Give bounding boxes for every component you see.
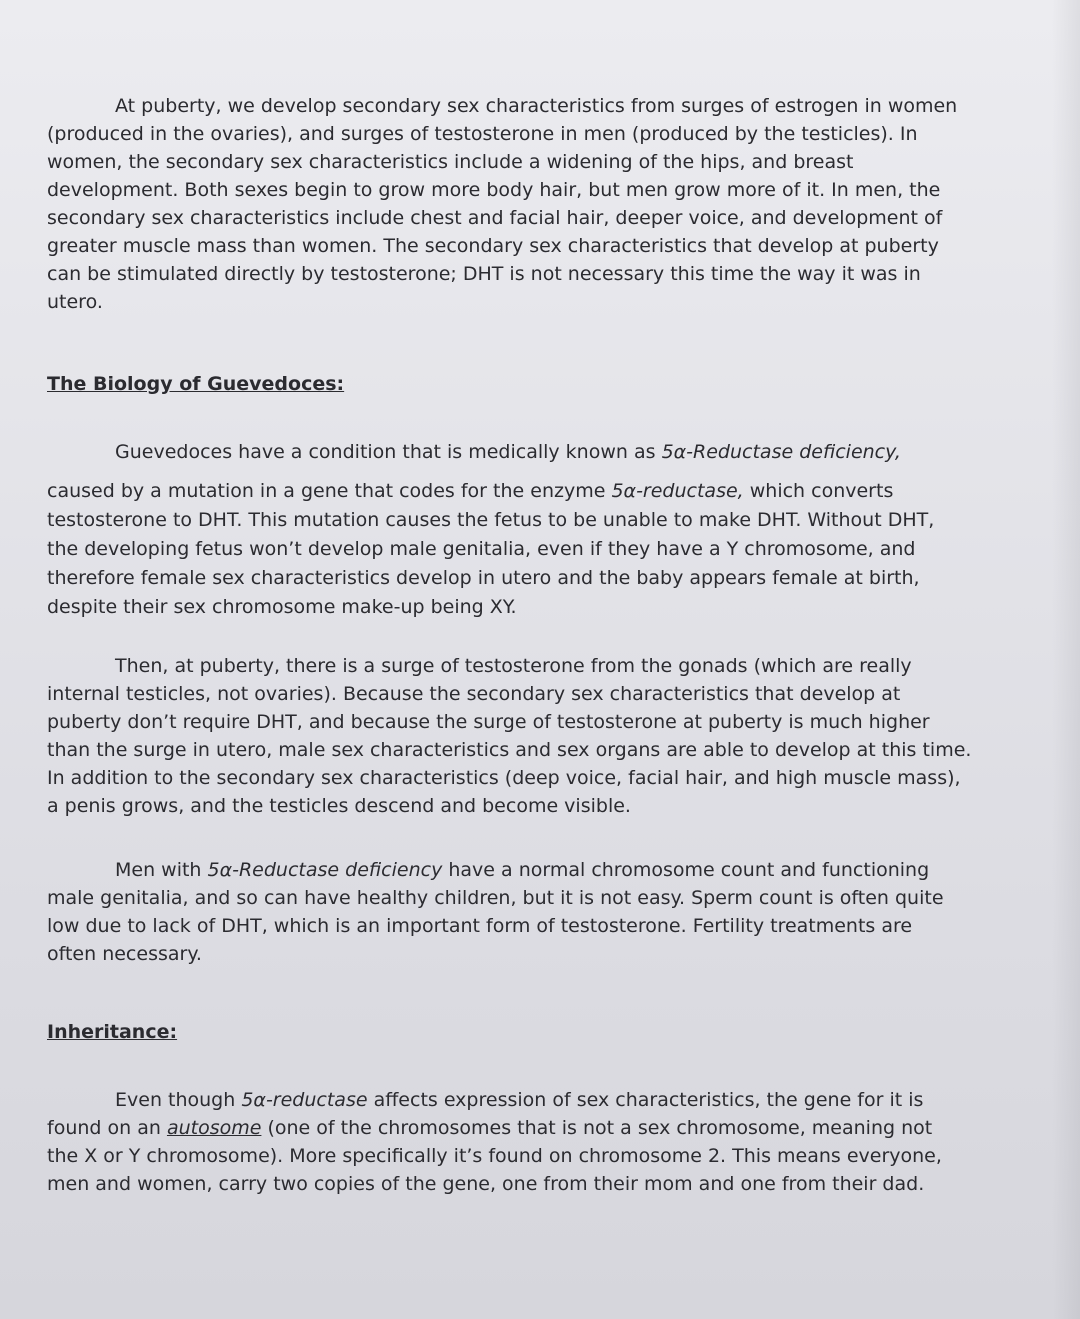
text-run: Even though (115, 1089, 242, 1111)
italic-term: 5α-reductase (241, 1089, 368, 1111)
paragraph-puberty (47, 92, 958, 316)
text-run: affects expression of sex characteristics, the gene for it is (367, 1089, 924, 1111)
text-line: therefore female sex characteristics develop in utero and the baby appears female at birth, (47, 567, 920, 589)
text-run: Guevedoces have a condition that is medically known as (115, 441, 662, 463)
text-run: Men with (115, 859, 208, 881)
text-line: the X or Y chromosome). More specifically it’s found on chromosome 2. This means everyone, (47, 1145, 942, 1167)
text-line: At puberty, we develop secondary sex characteristics from surges of estrogen in women (115, 95, 958, 117)
text-line: male genitalia, and so can have healthy children, but it is not easy. Sperm count is often quite (47, 887, 944, 909)
text-line: puberty don’t require DHT, and because the surge of testosterone at puberty is much higher (47, 711, 930, 733)
italic-term: 5α-Reductase deficiency (207, 859, 443, 881)
text-line: men and women, carry two copies of the gene, one from their mom and one from their dad. (47, 1173, 925, 1195)
text-line (47, 438, 942, 467)
text-line: utero. (47, 291, 103, 313)
page-edge-shadow (1052, 0, 1080, 1319)
text-line: greater muscle mass than women. The secondary sex characteristics that develop at puberty (47, 235, 939, 257)
paragraph-fertility (47, 856, 942, 968)
text-line (47, 1114, 942, 1142)
text-line: (produced in the ovaries), and surges of testosterone in men (produced by the testicles). In (47, 123, 918, 145)
text-line: despite their sex chromosome make-up being XY. (47, 596, 517, 618)
text-run: have a normal chromosome count and functioning (442, 859, 930, 881)
text-line: low due to lack of DHT, which is an important form of testosterone. Fertility treatments are (47, 915, 913, 937)
text-line: In addition to the secondary sex characteristics (deep voice, facial hair, and high muscle mass), (47, 767, 961, 789)
text-run: caused by a mutation in a gene that codes for the enzyme (47, 480, 612, 502)
text-line: women, the secondary sex characteristics include a widening of the hips, and breast (47, 151, 854, 173)
text-line: Then, at puberty, there is a surge of testosterone from the gonads (which are really (115, 655, 912, 677)
paragraph-inheritance (47, 1086, 942, 1198)
text-line: than the surge in utero, male sex characteristics and sex organs are able to develop at this time. (47, 739, 972, 761)
heading-biology-of-guevedoces: The Biology of Guevedoces: (47, 373, 345, 395)
paragraph-puberty-surge (47, 652, 972, 820)
italic-term: 5α-Reductase deficiency, (661, 441, 901, 463)
text-line: testosterone to DHT. This mutation causes the fetus to be unable to make DHT. Without DHT, (47, 509, 935, 531)
text-line: the developing fetus won’t develop male genitalia, even if they have a Y chromosome, and (47, 538, 916, 560)
text-run: which converts (743, 480, 894, 502)
text-line: internal testicles, not ovaries). Because the secondary sex characteristics that develop at (47, 683, 901, 705)
paragraph-condition (47, 438, 942, 622)
text-run: found on an (47, 1117, 167, 1139)
italic-underlined-term: autosome (166, 1117, 262, 1139)
text-line (47, 856, 942, 884)
text-line (47, 1086, 942, 1114)
text-line: can be stimulated directly by testosterone; DHT is not necessary this time the way it was in (47, 263, 921, 285)
text-line: secondary sex characteristics include chest and facial hair, deeper voice, and development of (47, 207, 943, 229)
heading-inheritance: Inheritance: (47, 1021, 178, 1043)
text-line: a penis grows, and the testicles descend and become visible. (47, 795, 631, 817)
text-run: (one of the chromosomes that is not a sex chromosome, meaning not (261, 1117, 933, 1139)
italic-term: 5α-reductase, (611, 480, 744, 502)
text-line (47, 477, 942, 506)
text-line: often necessary. (47, 943, 202, 965)
text-line: development. Both sexes begin to grow more body hair, but men grow more of it. In men, the (47, 179, 941, 201)
